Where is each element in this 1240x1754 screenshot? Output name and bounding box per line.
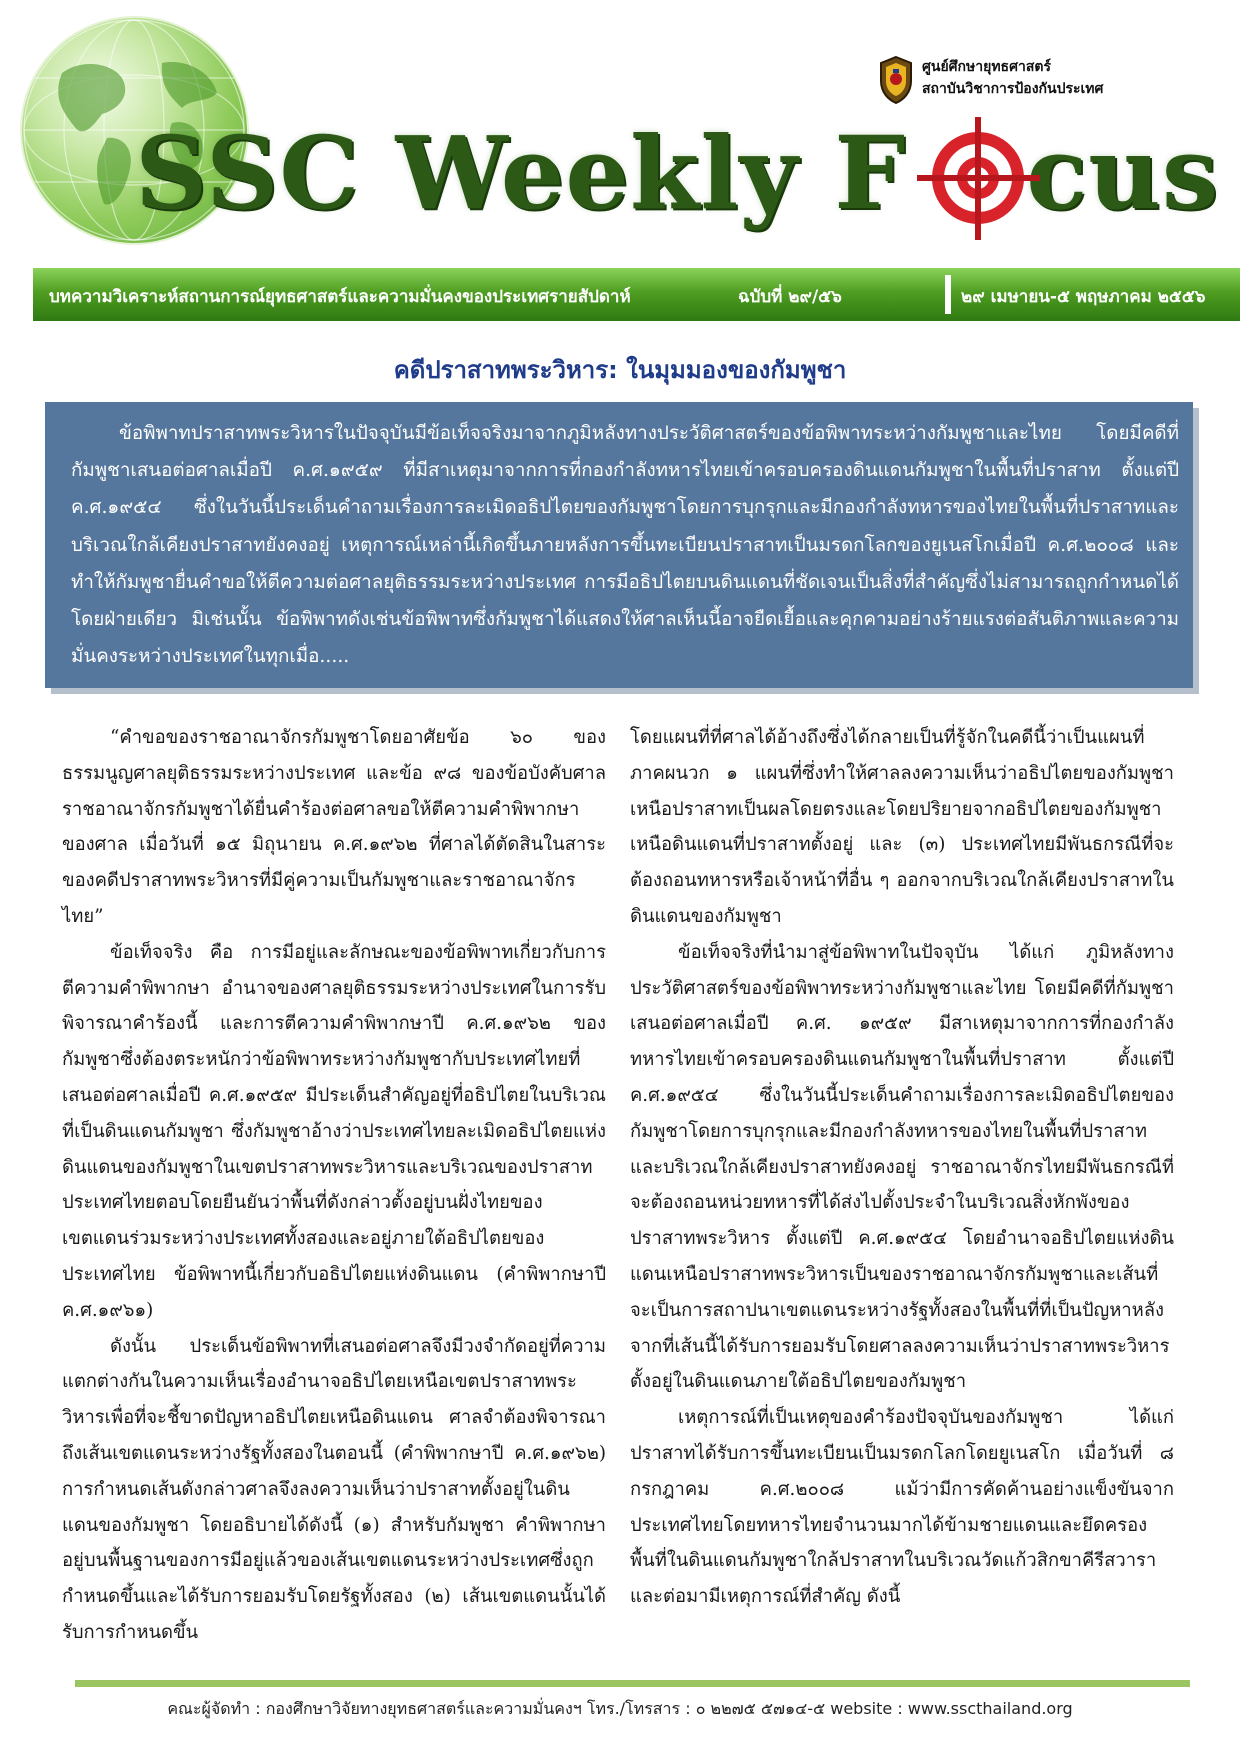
banner-divider xyxy=(945,275,951,314)
masthead-title-part-1: SSC Weekly F xyxy=(135,114,907,232)
left-column xyxy=(62,720,606,1651)
footer-divider xyxy=(75,1680,1190,1687)
target-icon xyxy=(917,117,1040,240)
paragraph-continuation: โดยแผนที่ที่ศาลได้อ้างถึงซึ่งได้กลายเป็นที่รู้จักในคดีนี้ว่าเป็นแผนที่ภาคผนวก ๑ แผนที่ซึ่งทำให้ศาลลงความเห็นว่าอธิปไตยของกัมพูชาเหนือปราสาทเป็นผลโดยตรงและโดยปริยายจากอธิปไตยของกัมพูชาเหนือดินแดนที่ปราสาทตั้งอยู่ และ (๓) ประเทศไทยมีพันธกรณีที่จะต้องถอนทหารหรือเจ้าหน้าที่อื่น ๆ ออกจากบริเวณใกล้เคียงปราสาทในดินแดนของกัมพูชา xyxy=(630,727,1174,927)
org-line-2: สถาบันวิชาการป้องกันประเทศ xyxy=(922,81,1104,97)
paragraph: ข้อเท็จจริง คือ การมีอยู่และลักษณะของข้อพิพาทเกี่ยวกับการตีความคำพิพากษา อำนาจของศาลยุติธรรมระหว่างประเทศในการรับพิจารณาคำร้องนี้ และการตีความคำพิพากษาปี ค.ศ.๑๙๖๒ ของกัมพูชาซึ่งต้องตระหนักว่าข้อพิพาทระหว่างกัมพูชากับประเทศไทยที่เสนอต่อศาลเมื่อปี ค.ศ.๑๙๕๙ มีประเด็นสำคัญอยู่ที่อธิปไตยในบริเวณที่เป็นดินแดนกัมพูชา ซึ่งกัมพูชาอ้างว่าประเทศไทยละเมิดอธิปไตยแห่งดินแดนของกัมพูชาในเขตปราสาทพระวิหารและบริเวณของปราสาท ประเทศไทยตอบโดยยืนยันว่าพื้นที่ดังกล่าวตั้งอยู่บนฝั่งไทยของเขตแดนร่วมระหว่างประเทศทั้งสองและอยู่ภายใต้อธิปไตยของประเทศไทย ข้อพิพาทนี้เกี่ยวกับอธิปไตยแห่งดินแดน (คำพิพากษาปี ค.ศ.๑๙๖๑) xyxy=(62,941,606,1321)
issue-banner xyxy=(33,268,1240,321)
footer-credits: คณะผู้จัดทำ : กองศึกษาวิจัยทางยุทธศาสตร์และความมั่นคงฯ โทร./โทรสาร : ๐ ๒๒๗๕ ๕๗๑๔-๕ website : www.sscthailand.org xyxy=(167,1699,1073,1718)
org-line-1: ศูนย์ศึกษายุทธศาสตร์ xyxy=(922,59,1051,75)
masthead-title xyxy=(135,108,1220,238)
right-column xyxy=(630,720,1174,1615)
organization-names xyxy=(922,56,1103,100)
banner-description: บทความวิเคราะห์สถานการณ์ยุทธศาสตร์และความมั่นคงของประเทศรายสัปดาห์ xyxy=(49,287,631,307)
paragraph: เหตุการณ์ที่เป็นเหตุของคำร้องปัจจุบันของกัมพูชา ได้แก่ ปราสาทได้รับการขึ้นทะเบียนเป็นมรดกโลกโดยยูเนสโก เมื่อวันที่ ๘ กรกฎาคม ค.ศ.๒๐๐๘ แม้ว่ามีการคัดค้านอย่างแข็งขันจากประเทศไทยโดยทหารไทยจำนวนมากได้ข้ามชายแดนและยึดครองพื้นที่ในดินแดนกัมพูชาใกล้ปราสาทในบริเวณวัดแก้วสิกขาคีรีสวาราและต่อมามีเหตุการณ์ที่สำคัญ ดังนี้ xyxy=(630,1407,1174,1608)
issue-date: ๒๙ เมษายน-๕ พฤษภาคม ๒๕๕๖ xyxy=(961,287,1206,307)
paragraph: ดังนั้น ประเด็นข้อพิพาทที่เสนอต่อศาลจึงมีวงจำกัดอยู่ที่ความแตกต่างกันในความเห็นเรื่องอำนาจอธิปไตยเหนือเขตปราสาทพระวิหารเพื่อที่จะชี้ขาดปัญหาอธิปไตยเหนือดินแดน ศาลจำต้องพิจารณาถึงเส้นเขตแดนระหว่างรัฐทั้งสองในตอนนี้ (คำพิพากษาปี ค.ศ.๑๙๖๒) การกำหนดเส้นดังกล่าวศาลจึงลงความเห็นว่าปราสาทตั้งอยู่ในดินแดนของกัมพูชา โดยอธิบายได้ดังนี้ (๑) สำหรับกัมพูชา คำพิพากษาอยู่บนพื้นฐานของการมีอยู่แล้วของเส้นเขตแดนระหว่างประเทศซึ่งถูกกำหนดขึ้นและได้รับการยอมรับโดยรัฐทั้งสอง (๒) เส้นเขตแดนนั้นได้รับการกำหนดขึ้น xyxy=(62,1335,606,1643)
abstract-text: ข้อพิพาทปราสาทพระวิหารในปัจจุบันมีข้อเท็จจริงมาจากภูมิหลังทางประวัติศาสตร์ของข้อพิพาทระหว่างกัมพูชาและไทย โดยมีคดีที่กัมพูชาเสนอต่อศาลเมื่อปี ค.ศ.๑๙๕๙ ที่มีสาเหตุมาจากการที่กองกำลังทหารไทยเข้าครอบครองดินแดนกัมพูชาในพื้นที่ปราสาท ตั้งแต่ปี ค.ศ.๑๙๕๔ ซึ่งในวันนี้ประเด็นคำถามเรื่องการละเมิดอธิปไตยของกัมพูชาโดยการบุกรุกและมีกองกำลังทหารของไทยในพื้นที่ปราสาทและบริเวณใกล้เคียงปราสาทยังคงอยู่ เหตุการณ์เหล่านี้เกิดขึ้นภายหลังการขึ้นทะเบียนปราสาทเป็นมรดกโลกของยูเนสโกเมื่อปี ค.ศ.๒๐๐๘ และทำให้กัมพูชายื่นคำขอให้ตีความต่อศาลยุติธรรมระหว่างประเทศ การมีอธิปไตยบนดินแดนที่ชัดเจนเป็นสิ่งที่สำคัญซึ่งไม่สามารถถูกกำหนดได้โดยฝ่ายเดียว มิเช่นนั้น ข้อพิพาทดังเช่นข้อพิพาทซึ่งกัมพูชาได้แสดงให้ศาลเห็นนี้อาจยืดเยื้อและคุกคามอย่างร้ายแรงต่อสันติภาพและความมั่นคงระหว่างประเทศในทุกเมื่อ..... xyxy=(71,423,1179,668)
abstract-box xyxy=(45,402,1193,688)
paragraph: ข้อเท็จจริงที่นำมาสู่ข้อพิพาทในปัจจุบัน ได้แก่ ภูมิหลังทางประวัติศาสตร์ของข้อพิพาทระหว่างกัมพูชาและไทย โดยมีคดีที่กัมพูชาเสนอต่อศาลเมื่อปี ค.ศ. ๑๙๕๙ มีสาเหตุมาจากการที่กองกำลังทหารไทยเข้าครอบครองดินแดนกัมพูชาในพื้นที่ปราสาท ตั้งแต่ปี ค.ศ.๑๙๕๔ ซึ่งในวันนี้ประเด็นคำถามเรื่องการละเมิดอธิปไตยของกัมพูชาโดยการบุกรุกและมีกองกำลังทหารของไทยในพื้นที่ปราสาทและบริเวณใกล้เคียงปราสาทยังคงอยู่ ราชอาณาจักรไทยมีพันธกรณีที่จะต้องถอนหน่วยทหารที่ได้ส่งไปตั้งประจำในบริเวณสิ่งหักพังของปราสาทพระวิหาร ตั้งแต่ปี ค.ศ.๑๙๕๔ โดยอำนาจอธิปไตยแห่งดินแดนเหนือปราสาทพระวิหารเป็นของราชอาณาจักรกัมพูชาและเส้นที่จะเป็นการสถาปนาเขตแดนระหว่างรัฐทั้งสองในพื้นที่ที่เป็นปัญหาหลังจากที่เส้นนี้ได้รับการยอมรับโดยศาลลงความเห็นว่าปราสาทพระวิหารตั้งอยู่ในดินแดนภายใต้อธิปไตยของกัมพูชา xyxy=(630,941,1174,1393)
masthead-title-part-2: cus xyxy=(1026,114,1220,232)
issue-number: ฉบับที่ ๒๙/๕๖ xyxy=(738,287,842,307)
paragraph: “คำขอของราชอาณาจักรกัมพูชาโดยอาศัยข้อ ๖๐ ของธรรมนูญศาลยุติธรรมระหว่างประเทศ และข้อ ๙๘ ของข้อบังคับศาล ราชอาณาจักรกัมพูชาได้ยื่นคำร้องต่อศาลขอให้ตีความคำพิพากษาของศาล เมื่อวันที่ ๑๕ มิถุนายน ค.ศ.๑๙๖๒ ที่ศาลได้ตัดสินในสาระของคดีปราสาทพระวิหารที่มีคู่ความเป็นกัมพูชาและราชอาณาจักรไทย” xyxy=(62,727,606,927)
article-title: คดีปราสาทพระวิหาร: ในมุมมองของกัมพูชา xyxy=(393,356,847,384)
emblem-icon xyxy=(878,55,914,105)
